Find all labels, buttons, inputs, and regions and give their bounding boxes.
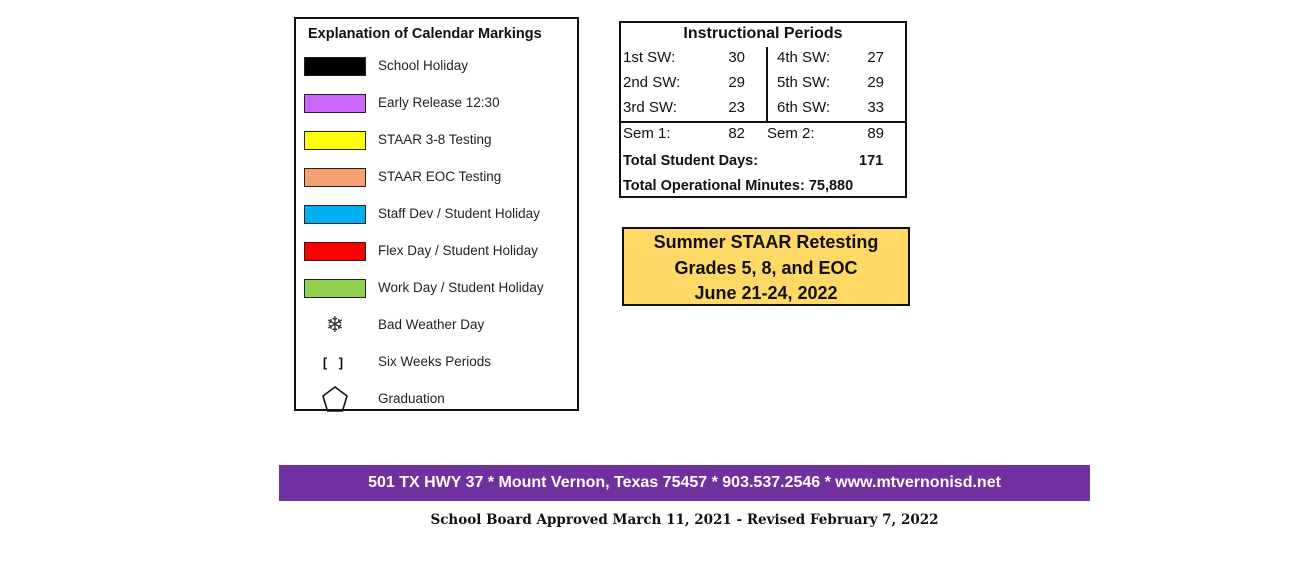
column-divider — [766, 47, 768, 122]
summer-retesting-box — [622, 227, 910, 306]
sem1-value: 82 — [728, 125, 745, 142]
instructional-periods-table — [619, 21, 907, 198]
legend-item-staar-3-8 — [296, 125, 579, 155]
periods-title: Instructional Periods — [683, 25, 843, 42]
legend-item-graduation — [296, 384, 579, 414]
legend-label: STAAR 3-8 Testing — [378, 132, 492, 147]
legend-label: STAAR EOC Testing — [378, 169, 502, 184]
sw-value: 27 — [867, 49, 884, 66]
sw-value: 23 — [728, 99, 745, 116]
early-release-swatch — [304, 94, 366, 113]
table-row — [621, 99, 905, 123]
flex-day-swatch — [304, 242, 366, 261]
address-bar: 501 TX HWY 37 * Mount Vernon, Texas 75457 * 903.537.2546 * www.mtvernonisd.net — [279, 465, 1090, 501]
sw-label: 1st SW: — [623, 49, 676, 66]
legend-label: Work Day / Student Holiday — [378, 280, 544, 295]
pentagon-icon — [304, 386, 366, 412]
summer-line-1: Summer STAAR Retesting — [653, 232, 879, 252]
legend-item-staar-eoc — [296, 162, 579, 192]
approval-note: School Board Approved March 11, 2021 - Revised February 7, 2022 — [430, 512, 939, 528]
student-days-value: 171 — [859, 153, 884, 169]
summer-line-2: Grades 5, 8, and EOC — [674, 257, 858, 278]
school-holiday-swatch — [304, 57, 366, 76]
sw-value: 30 — [728, 49, 745, 66]
staar-eoc-swatch — [304, 168, 366, 187]
sem2-label: Sem 2: — [767, 125, 815, 142]
row-divider — [621, 121, 905, 123]
table-row — [621, 74, 905, 98]
legend-label: Bad Weather Day — [378, 317, 485, 332]
bracket-icon: [ ] — [322, 354, 348, 370]
snowflake-icon: ❄ — [325, 312, 345, 337]
legend-item-school-holiday — [296, 51, 579, 81]
operational-minutes: Total Operational Minutes: 75,880 — [623, 178, 854, 194]
legend-item-work-day — [296, 273, 579, 303]
summer-line-3: June 21-24, 2022 — [694, 283, 838, 303]
sw-label: 5th SW: — [777, 74, 831, 91]
sw-label: 2nd SW: — [623, 74, 681, 91]
sw-value: 33 — [867, 99, 884, 116]
semester-row — [621, 125, 905, 149]
work-day-swatch — [304, 279, 366, 298]
legend-label: Early Release 12:30 — [378, 95, 500, 110]
calendar-legend — [294, 17, 579, 411]
sw-label: 6th SW: — [777, 99, 831, 116]
sw-label: 4th SW: — [777, 49, 831, 66]
sw-label: 3rd SW: — [623, 99, 677, 116]
legend-label: Six Weeks Periods — [378, 354, 492, 369]
sw-value: 29 — [867, 74, 884, 91]
sem2-value: 89 — [867, 125, 884, 142]
legend-item-flex-day — [296, 236, 579, 266]
legend-label: Flex Day / Student Holiday — [378, 243, 538, 258]
legend-item-bad-weather — [296, 310, 579, 340]
legend-item-six-weeks — [296, 347, 579, 377]
sw-value: 29 — [728, 74, 745, 91]
staar-3-8-swatch — [304, 131, 366, 150]
legend-item-early-release — [296, 88, 579, 118]
legend-label: Graduation — [378, 391, 445, 406]
legend-title: Explanation of Calendar Markings — [308, 26, 542, 42]
student-days-label: Total Student Days: — [623, 153, 759, 169]
legend-label: School Holiday — [378, 58, 469, 73]
staff-dev-swatch — [304, 205, 366, 224]
table-row — [621, 49, 905, 73]
legend-label: Staff Dev / Student Holiday — [378, 206, 540, 221]
sem1-label: Sem 1: — [623, 125, 671, 142]
legend-item-staff-dev — [296, 199, 579, 229]
